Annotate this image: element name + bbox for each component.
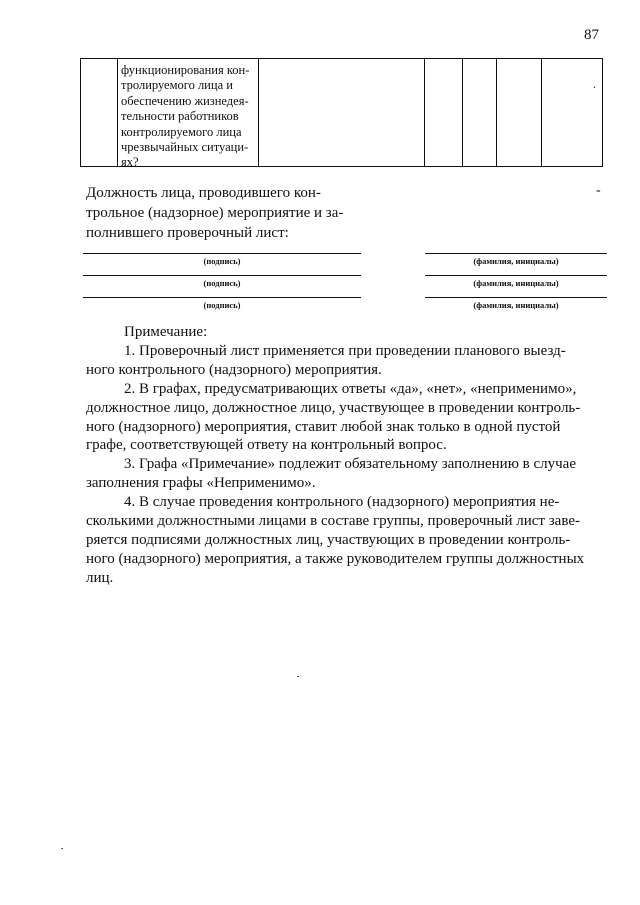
name-line bbox=[425, 297, 607, 298]
name-caption: (фамилия, инициалы) bbox=[473, 300, 559, 310]
table-mark: . bbox=[593, 77, 596, 91]
column-divider bbox=[424, 59, 425, 166]
signature-line bbox=[83, 297, 361, 298]
signature-caption: (подпись) bbox=[203, 300, 241, 310]
notes-section bbox=[86, 323, 594, 588]
question-cell: функционирования кон- тролируемого лица и обеспечению жизнедея- тельности работников контролируемого лица чрезвычайных ситуаци- ях? bbox=[121, 63, 250, 170]
signature-line bbox=[83, 253, 361, 254]
note-item: 2. В графах, предусматривающих ответы «да», «нет», «неприменимо», должностное лицо, должностное лицо, участвующее в проведении контроль- ного (надзорного) мероприятия, ставит любой знак только в одной пустой графе, соответствующей ответу на контрольный вопрос. bbox=[86, 380, 581, 454]
margin-mark: - bbox=[596, 183, 601, 198]
scan-speck bbox=[297, 676, 299, 677]
signature-caption: (подпись) bbox=[203, 278, 241, 288]
signature-line bbox=[83, 275, 361, 276]
column-divider bbox=[117, 59, 118, 166]
name-line bbox=[425, 275, 607, 276]
column-divider bbox=[541, 59, 542, 166]
page-number: 87 bbox=[584, 27, 599, 43]
scan-speck bbox=[61, 848, 63, 849]
name-caption: (фамилия, инициалы) bbox=[473, 278, 559, 288]
signatory-position-label: Должность лица, проводившего кон- трольное (надзорное) мероприятие и за- полнившего проверочный лист: bbox=[86, 185, 344, 241]
name-line bbox=[425, 253, 607, 254]
note-item: 4. В случае проведения контрольного (надзорного) мероприятия не- сколькими должностными лицами в составе группы, проверочный лист заве- ряется подписями должностных лиц, участвующих в проведении контроль- ного (надзорного) мероприятия, а также руководителем группы должностных лиц. bbox=[86, 494, 585, 586]
note-item: 3. Графа «Примечание» подлежит обязательному заполнению в случае заполнения графы «Неприменимо». bbox=[86, 456, 576, 492]
column-divider bbox=[462, 59, 463, 166]
note-item: 1. Проверочный лист применяется при проведении планового выезд- ного контрольного (надзорного) мероприятия. bbox=[86, 342, 566, 378]
column-divider bbox=[496, 59, 497, 166]
name-caption: (фамилия, инициалы) bbox=[473, 256, 559, 266]
signature-caption: (подпись) bbox=[203, 256, 241, 266]
checklist-table-row bbox=[80, 58, 603, 170]
notes-heading: Примечание: bbox=[124, 324, 208, 340]
